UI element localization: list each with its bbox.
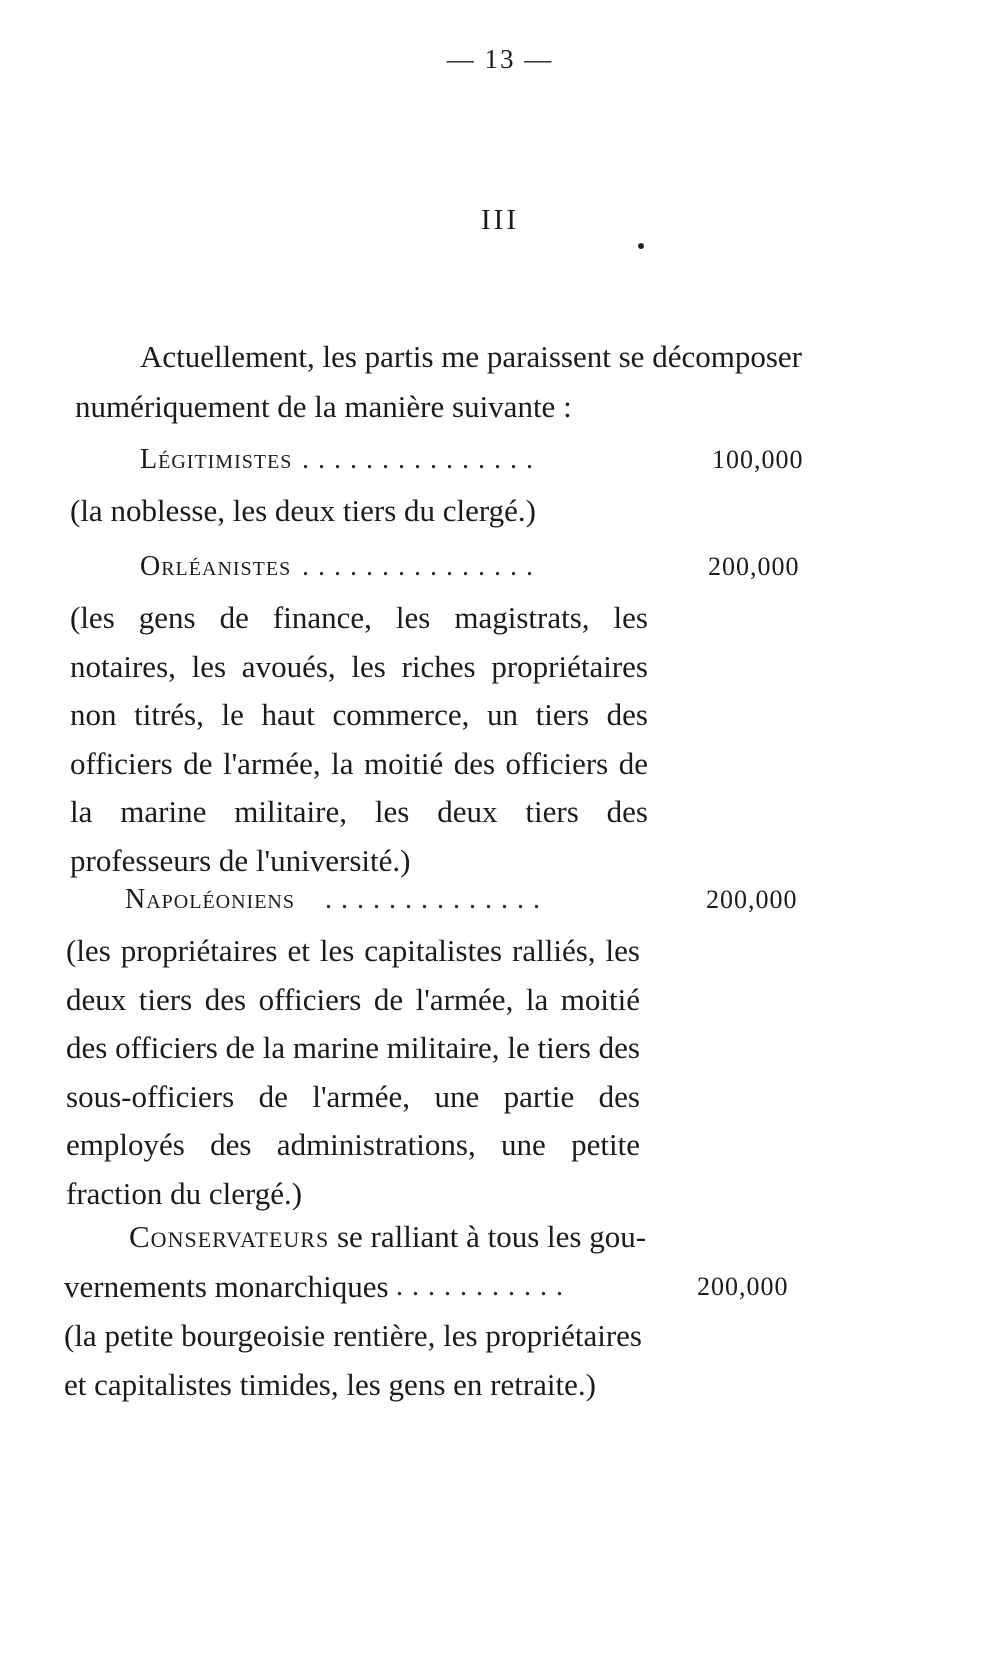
party-name: Orléanistes	[140, 551, 292, 582]
party-description: (les gens de finance, les magistrats, les notaires, les avoués, les riches propriétaires non titrés, le haut commerce, un tiers des officiers de l'armée, la moitié des officiers de la marine militaire, les deux tiers des professeurs de l'université.)	[70, 600, 648, 878]
party-description: (la petite bourgeoisie rentière, les propriétaires et capitalistes timides, les gens en retraite.)	[64, 1318, 642, 1402]
intro-paragraph: Actuellement, les partis me paraissent se décomposer numériquement de la manière suivante :	[75, 339, 802, 424]
dot-leader: ..............	[325, 884, 549, 915]
dot-leader: ...............	[302, 551, 542, 582]
page-number: — 13 —	[446, 44, 554, 74]
party-count: 100,000	[712, 445, 804, 474]
dot-leader: ...........	[396, 1271, 572, 1302]
dot-leader: ...............	[302, 444, 542, 475]
entry-orleanistes	[70, 540, 860, 885]
entry-heading-continuation	[64, 1262, 854, 1312]
entry-legitimistes	[70, 433, 860, 536]
chapter-heading: III	[481, 204, 519, 236]
entry-heading	[64, 1212, 854, 1262]
party-description: (la noblesse, les deux tiers du clergé.)	[70, 493, 536, 528]
entry-napoleoniens	[66, 873, 860, 1218]
party-count: 200,000	[697, 1272, 789, 1301]
party-name: Napoléoniens	[125, 884, 295, 915]
party-description: (les propriétaires et les capitalistes ralliés, les deux tiers des officiers de l'armée, la moitié des officiers de la marine militaire, le tiers des sous-officiers de l'armée, une partie des employés des administrations, une petite fraction du clergé.)	[66, 933, 640, 1211]
entry-heading	[70, 540, 860, 594]
party-count: 200,000	[706, 885, 798, 914]
ink-speck	[638, 243, 644, 249]
entry-heading	[70, 433, 860, 487]
party-count: 200,000	[708, 552, 800, 581]
heading-rest: se ralliant à tous les gou-	[329, 1219, 647, 1254]
entry-conservateurs	[64, 1212, 854, 1409]
party-name: Conservateurs	[129, 1219, 330, 1254]
party-name: Légitimistes	[140, 444, 293, 475]
heading-continuation: vernements monarchiques	[64, 1269, 389, 1304]
entry-heading	[70, 873, 860, 927]
